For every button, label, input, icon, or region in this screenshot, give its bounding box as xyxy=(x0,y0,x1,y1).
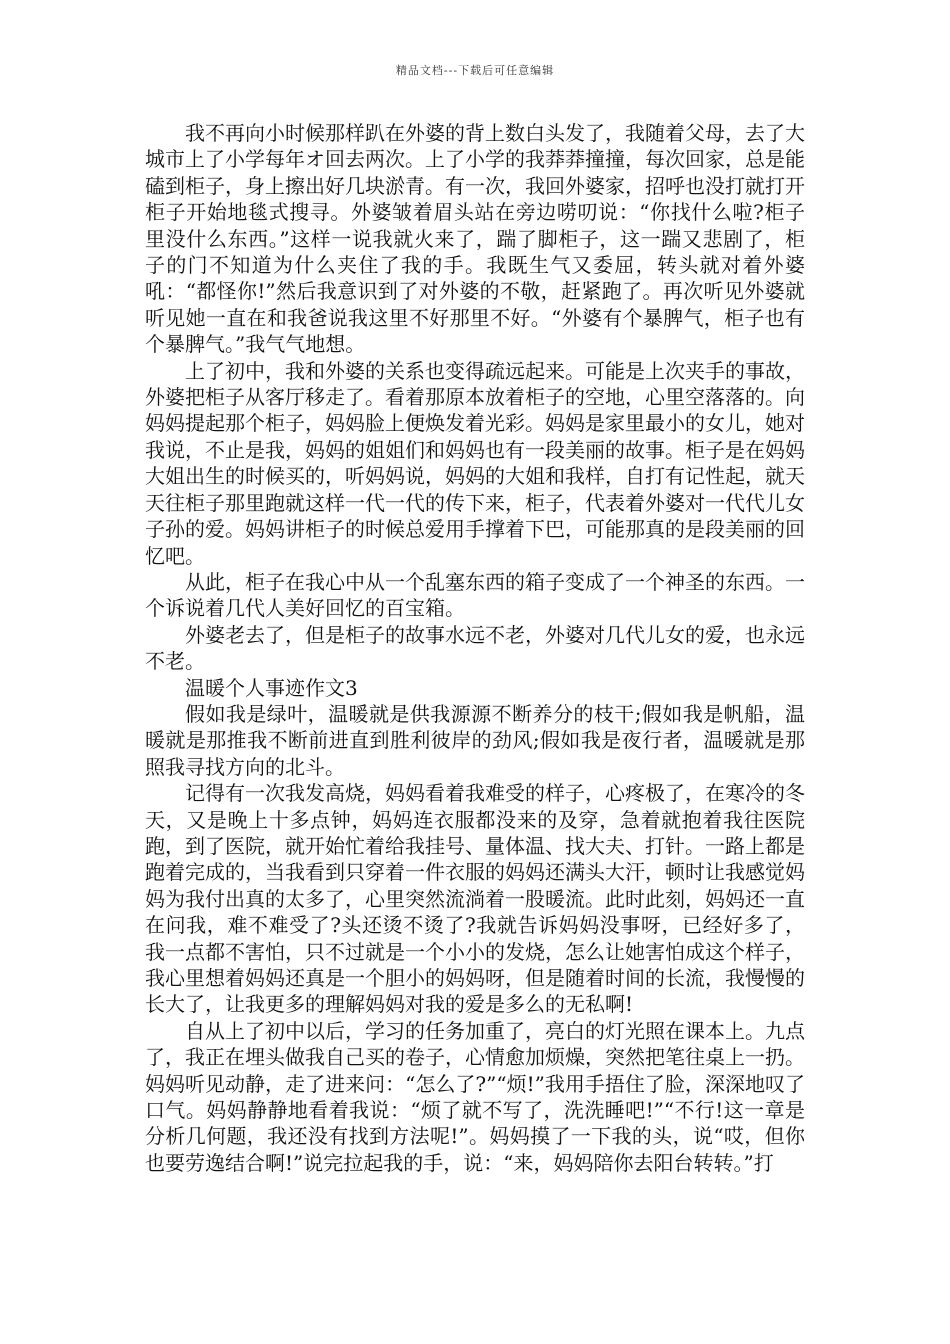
paragraph: 自从上了初中以后，学习的任务加重了，亮白的灯光照在课本上。九点了，我正在埋头做我自己买的卷子，心情愈加烦燥，突然把笔往桌上一扔。妈妈听见动静，走了进来问：“怎么了?”“烦!”我用手捂住了脸，深深地叹了口气。妈妈静静地看着我说：“烦了就不写了，洗洗睡吧!”“不行!这一章是分析几何题，我还没有找到方法呢!”。妈妈摸了一下我的头，说“哎，但你也要劳逸结合啊!”说完拉起我的手，说：“来，妈妈陪你去阳台转转。”打 xyxy=(145,1018,805,1175)
paragraph: 上了初中，我和外婆的关系也变得疏远起来。可能是上次夹手的事故，外婆把柜子从客厅移走了。看着那原本放着柜子的空地，心里空落落的。向妈妈提起那个柜子，妈妈脸上便焕发着光彩。妈妈是家里最小的女儿，她对我说，不止是我，妈妈的姐姐们和妈妈也有一段美丽的故事。柜子是在妈妈大姐出生的时候买的，听妈妈说，妈妈的大姐和我样，自打有记性起，就天天往柜子那里跑就这样一代一代的传下来，柜子，代表着外婆对一代代儿女子孙的爱。妈妈讲柜子的时候总爱用手撑着下巴，可能那真的是段美丽的回忆吧。 xyxy=(145,358,805,568)
page-header: 精品文档---下载后可任意编辑 xyxy=(395,64,555,77)
paragraph: 记得有一次我发高烧，妈妈看着我难受的样子，心疼极了，在寒冷的冬天，又是晚上十多点钟，妈妈连衣服都没来的及穿，急着就抱着我往医院跑，到了医院，就开始忙着给我挂号、量体温、找大夫、打针。一路上都是跑着完成的，当我看到只穿着一件衣服的妈妈还满头大汗，顿时让我感觉妈妈为我付出真的太多了，心里突然流淌着一股暖流。此时此刻，妈妈还一直在问我，难不难受了?头还烫不烫了?我就告诉妈妈没事呀，已经好多了，我一点都不害怕，只不过就是一个小小的发烧，怎么让她害怕成这个样子，我心里想着妈妈还真是一个胆小的妈妈呀，但是随着时间的长流，我慢慢的长大了，让我更多的理解妈妈对我的爱是多么的无私啊! xyxy=(145,781,805,1017)
paragraph: 假如我是绿叶，温暖就是供我源源不断养分的枝干;假如我是帆船，温暖就是那推我不断前进直到胜利彼岸的劲风;假如我是夜行者，温暖就是那照我寻找方向的北斗。 xyxy=(145,701,805,779)
document-body xyxy=(145,120,805,1176)
paragraph: 我不再向小时候那样趴在外婆的背上数白头发了，我随着父母，去了大城市上了小学每年オ回去两次。上了小学的我莽莽撞撞，每次回家，总是能磕到柜子，身上擦出好几块淤青。有一次，我回外婆家，招呼也没打就打开柜子开始地毯式搜寻。外婆皱着眉头站在旁边唠叨说：“你找什么啦?柜子里没什么东西。”这样一说我就火来了，踹了脚柜子，这一踹又悲剧了，柜子的门不知道为什么夹住了我的手。我既生气又委屈，转头就对着外婆吼：“都怪你!”然后我意识到了对外婆的不敬，赶紧跑了。再次听见外婆就听见她一直在和我爸说我这里不好那里不好。“外婆有个暴脾气，柜子也有个暴脾气。”我气气地想。 xyxy=(145,121,805,357)
paragraph: 从此，柜子在我心中从一个乱塞东西的箱子变成了一个神圣的东西。一个诉说着几代人美好回忆的百宝箱。 xyxy=(145,569,805,621)
section-title: 温暖个人事迹作文3 xyxy=(185,675,358,700)
paragraph: 外婆老去了，但是柜子的故事水远不老，外婆对几代儿女的爱，也永远不老。 xyxy=(145,622,805,674)
